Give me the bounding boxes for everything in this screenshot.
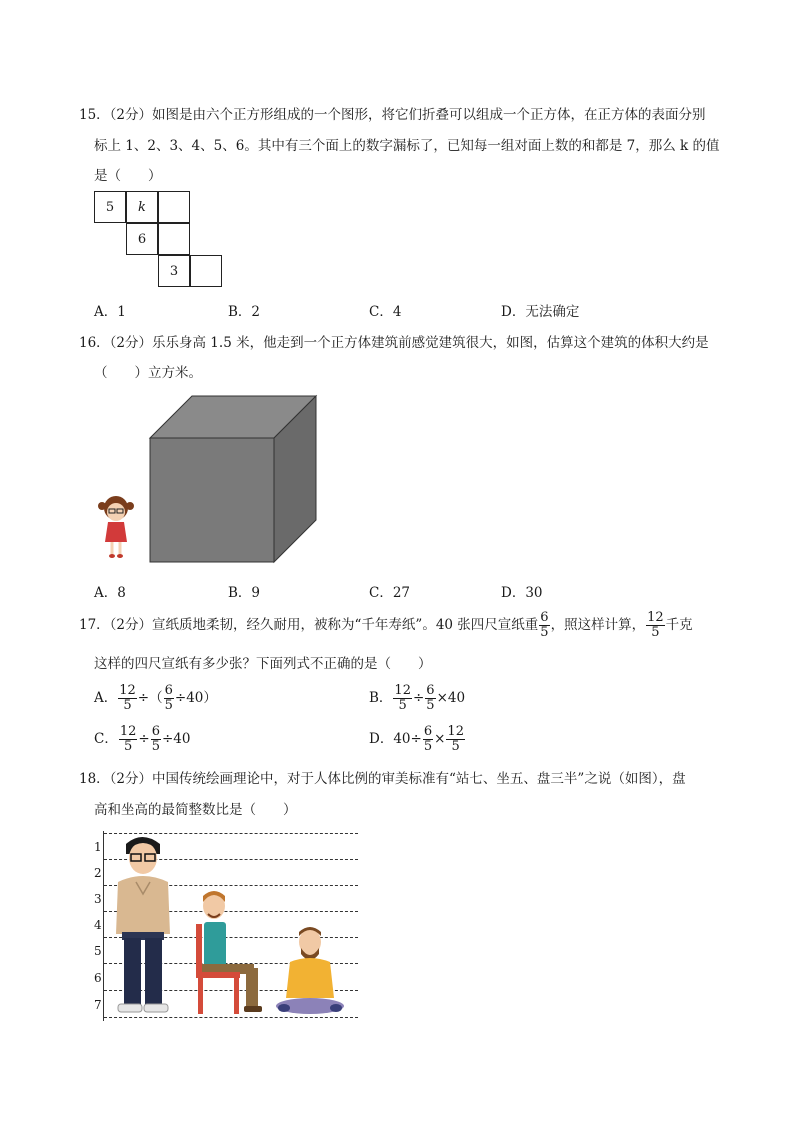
frac-den: 5 bbox=[164, 698, 173, 713]
frac-den: 5 bbox=[651, 625, 660, 640]
q17-text-c: 千克 bbox=[665, 617, 693, 633]
q15-option-b: B．2 bbox=[228, 304, 261, 320]
frac-num: 6 bbox=[164, 683, 173, 699]
q15-line1: 15．（2分）如图是由六个正方形组成的一个图形，将它们折叠可以组成一个正方体，在正方体的表面分别 bbox=[79, 107, 706, 123]
girl-figure bbox=[98, 496, 134, 558]
operator: ÷ bbox=[138, 731, 150, 747]
fraction-6-5 bbox=[539, 611, 549, 639]
frac-num: 6 bbox=[426, 683, 435, 699]
operator: ÷（ bbox=[137, 690, 163, 706]
option-label: B． bbox=[369, 690, 393, 706]
figures-illustration bbox=[104, 830, 358, 1020]
option-label: C． bbox=[94, 731, 118, 747]
frac-num: 6 bbox=[423, 724, 433, 740]
level-label-3: 3 bbox=[94, 892, 102, 906]
fraction bbox=[151, 725, 161, 753]
q15-option-a: A．1 bbox=[94, 304, 126, 320]
q15-line3: 是（ ） bbox=[94, 168, 162, 184]
q16-option-d: D．30 bbox=[501, 585, 543, 601]
frac-num: 12 bbox=[119, 683, 136, 699]
fraction bbox=[164, 684, 174, 712]
frac-num: 12 bbox=[119, 724, 137, 740]
q17-option-d bbox=[369, 722, 466, 756]
level-label-6: 6 bbox=[94, 971, 102, 985]
frac-den: 5 bbox=[398, 698, 407, 713]
q17-option-c bbox=[94, 722, 190, 756]
operator: ÷ bbox=[412, 690, 425, 706]
cube-building-illustration bbox=[90, 390, 330, 570]
standing-man-figure bbox=[116, 837, 170, 1012]
frac-den: 5 bbox=[151, 739, 160, 754]
operator: ÷ bbox=[174, 690, 187, 706]
operand: 40） bbox=[186, 690, 217, 706]
operand: ×40 bbox=[436, 690, 466, 706]
fraction bbox=[119, 725, 138, 753]
cross-legged-man-figure bbox=[276, 927, 344, 1014]
frac-den: 5 bbox=[540, 625, 549, 640]
operator: × bbox=[434, 731, 446, 747]
fraction-12-5 bbox=[646, 611, 665, 639]
level-label-5: 5 bbox=[94, 944, 102, 958]
net-cell-k: k bbox=[126, 191, 158, 223]
q15-option-c: C．4 bbox=[369, 304, 402, 320]
frac-num: 12 bbox=[647, 610, 664, 626]
q16-line2: （ ）立方米。 bbox=[94, 365, 202, 381]
fraction bbox=[118, 684, 137, 712]
q17-option-b bbox=[369, 681, 465, 715]
fraction bbox=[393, 684, 412, 712]
level-label-7: 7 bbox=[94, 998, 102, 1012]
frac-den: 5 bbox=[426, 698, 435, 713]
net-cell-blank-1 bbox=[158, 191, 190, 223]
frac-num: 6 bbox=[540, 610, 549, 626]
q17-text-a: 17．（2分）宣纸质地柔韧，经久耐用，被称为“千年寿纸”。40 张四尺宣纸重 bbox=[79, 617, 539, 633]
fraction bbox=[425, 684, 435, 712]
frac-num: 12 bbox=[394, 683, 411, 699]
operand: ÷40 bbox=[161, 731, 191, 747]
q17-line2: 这样的四尺宣纸有多少张？下面列式不正确的是（ ） bbox=[94, 656, 432, 672]
cube-front-face bbox=[150, 438, 274, 562]
q18-line2: 高和坐高的最简整数比是（ ） bbox=[94, 802, 297, 818]
level-label-2: 2 bbox=[94, 866, 102, 880]
level-label-1: 1 bbox=[94, 840, 102, 854]
net-cell-blank-2 bbox=[158, 223, 190, 255]
q17-option-a bbox=[94, 681, 217, 715]
q16-option-c: C．27 bbox=[369, 585, 411, 601]
q16-line1: 16．（2分）乐乐身高 1.5 米，他走到一个正方体建筑前感觉建筑很大，如图，估算这个建筑的体积大约是 bbox=[79, 335, 709, 351]
option-label: A． bbox=[94, 690, 118, 706]
frac-num: 6 bbox=[151, 724, 160, 740]
frac-num: 12 bbox=[447, 724, 464, 740]
level-label-4: 4 bbox=[94, 918, 102, 932]
sitting-man-figure bbox=[196, 891, 262, 1014]
q15-option-d: D．无法确定 bbox=[501, 304, 580, 320]
frac-den: 5 bbox=[451, 739, 460, 754]
fraction bbox=[423, 725, 433, 753]
frac-den: 5 bbox=[123, 698, 132, 713]
net-cell-5: 5 bbox=[94, 191, 126, 223]
option-label: D． bbox=[369, 731, 394, 747]
frac-den: 5 bbox=[423, 739, 433, 754]
q18-line1: 18．（2分）中国传统绘画理论中，对于人体比例的审美标准有“站七、坐五、盘三半”之说（如图），盘 bbox=[79, 771, 686, 787]
net-cell-blank-3 bbox=[190, 255, 222, 287]
q16-option-b: B．9 bbox=[228, 585, 261, 601]
q15-line2: 标上 1、2、3、4、5、6。其中有三个面上的数字漏标了，已知每一组对面上数的和都是 7，那么 k 的值 bbox=[94, 138, 720, 154]
net-cell-6: 6 bbox=[126, 223, 158, 255]
fraction bbox=[446, 725, 465, 753]
q17-line1 bbox=[79, 607, 693, 643]
net-cell-3: 3 bbox=[158, 255, 190, 287]
operand: 40÷ bbox=[393, 731, 422, 747]
q17-text-b: ，照这样计算， bbox=[550, 617, 646, 633]
q16-option-a: A．8 bbox=[94, 585, 126, 601]
frac-den: 5 bbox=[123, 739, 133, 754]
